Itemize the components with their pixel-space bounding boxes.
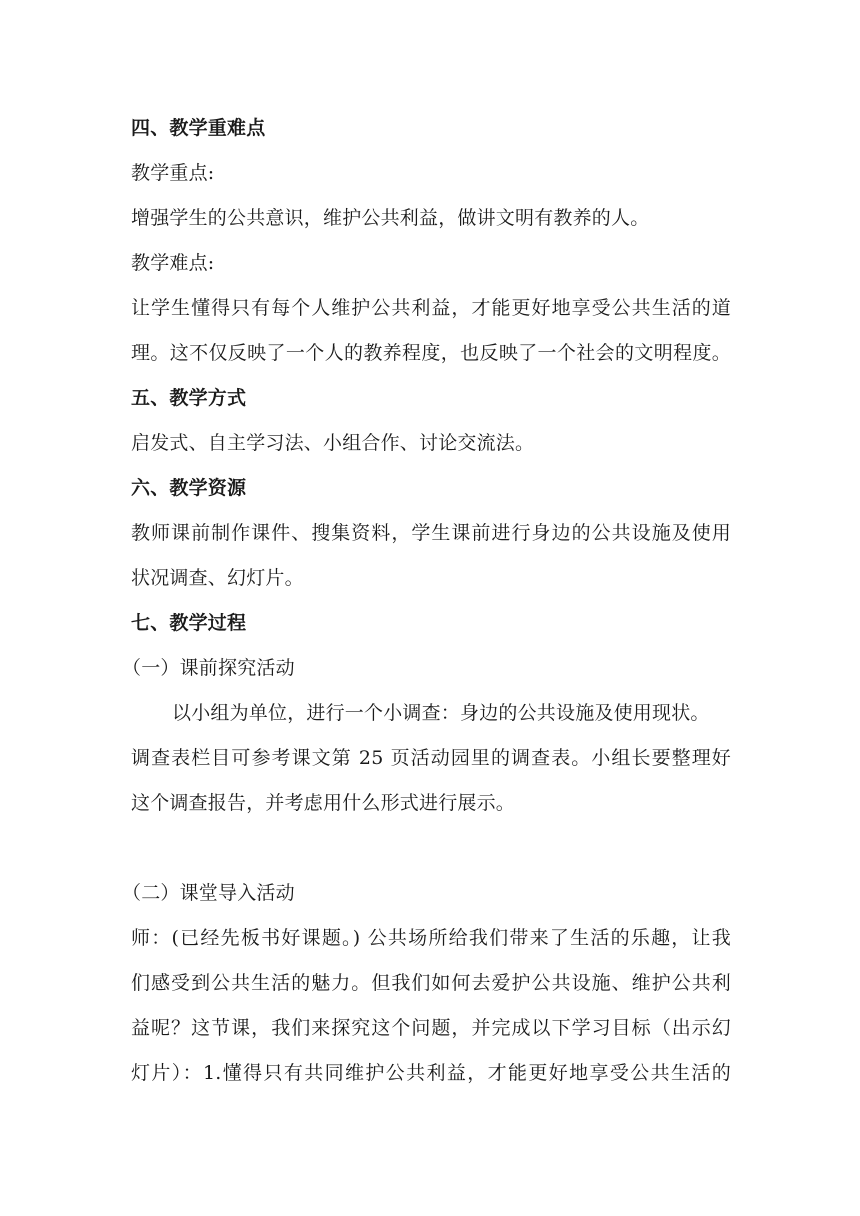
teaching-methods-text: 启发式、自主学习法、小组合作、讨论交流法。 [131,432,535,454]
key-points-text: 增强学生的公共意识，维护公共利益，做讲文明有教养的人。 [131,207,650,229]
section-heading-5: 五、教学方式 [131,387,247,409]
difficult-points-text-line-1: 让学生懂得只有每个人维护公共利益，才能更好地享受公共生活的道 [131,297,731,319]
pre-class-activity-text-line-1: 以小组为单位，进行一个小调查：身边的公共设施及使用现状。 [172,702,710,724]
pre-class-activity-text-line-3: 这个调查报告，并考虑用什么形式进行展示。 [131,792,516,814]
introduction-text-line-4: 灯片）：1.懂得只有共同维护公共利益，才能更好地享受公共生活的 [131,1062,731,1084]
section-heading-4: 四、教学重难点 [131,117,266,139]
section-heading-7: 七、教学过程 [131,612,247,634]
introduction-text-line-1: 师：(已经先板书好课题。) 公共场所给我们带来了生活的乐趣，让我 [131,927,731,949]
pre-class-activity-text-line-2: 调查表栏目可参考课文第 25 页活动园里的调查表。小组长要整理好 [131,747,731,769]
subsection-heading-2: （二）课堂导入活动 [122,882,295,904]
introduction-text-line-3: 益呢？这节课，我们来探究这个问题，并完成以下学习目标（出示幻 [131,1017,731,1039]
subsection-heading-1: （一）课前探究活动 [122,657,295,679]
introduction-text-line-2: 们感受到公共生活的魅力。但我们如何去爱护公共设施、维护公共利 [131,972,731,994]
label-key-points: 教学重点: [131,162,215,184]
resources-text-line-2: 状况调查、幻灯片。 [131,567,304,589]
section-heading-6: 六、教学资源 [131,477,247,499]
label-difficult-points: 教学难点: [131,252,215,274]
resources-text-line-1: 教师课前制作课件、搜集资料，学生课前进行身边的公共设施及使用 [131,522,731,544]
difficult-points-text-line-2: 理。这不仅反映了一个人的教养程度，也反映了一个社会的文明程度。 [131,342,731,364]
